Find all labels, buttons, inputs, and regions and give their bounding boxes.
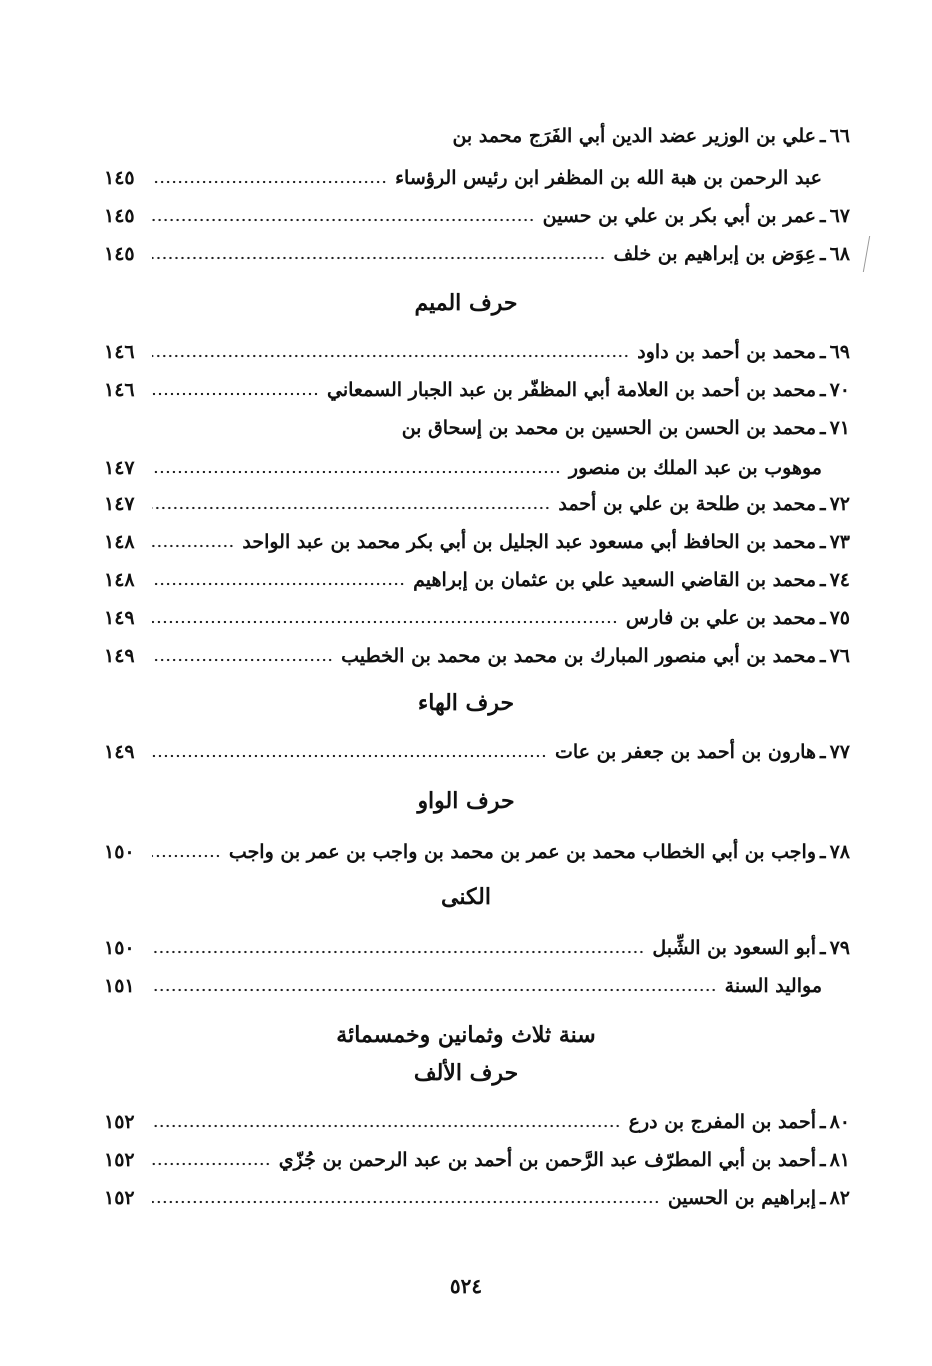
entry-page: ١٤٦: [104, 341, 135, 363]
section-heading-kuna: الكنى: [441, 884, 491, 910]
toc-entry: [104, 118, 850, 154]
entry-separator: ـ: [820, 607, 826, 629]
entry-number: ٧٢: [829, 493, 850, 515]
entry-number: ٧١: [829, 417, 850, 439]
entry-page: ١٤٨: [104, 569, 135, 591]
entry-title: واجب بن أبي الخطاب محمد بن عمر بن محمد بن واجب بن عمر بن واجب: [228, 841, 816, 863]
entry-page: ١٥٠: [104, 841, 135, 863]
entry-number: ٧٦: [829, 645, 850, 667]
entry-number: ٧٥: [829, 607, 850, 629]
entry-title: إبراهيم بن الحسين: [667, 1187, 816, 1209]
entry-page: ١٤٥: [104, 205, 135, 227]
toc-entry: [104, 638, 850, 674]
toc-entry-continuation: [104, 160, 850, 196]
section-heading-alif: حرف الألف: [413, 1060, 519, 1086]
entry-separator: ـ: [820, 1149, 826, 1171]
entry-title: محمد بن أبي منصور المبارك بن محمد بن محمد بن الخطيب: [341, 645, 816, 667]
entry-page: ١٥٢: [104, 1149, 135, 1171]
entry-title: موهوب بن عبد الملك بن منصور: [568, 457, 822, 479]
section-heading-waw: حرف الواو: [417, 788, 515, 814]
entry-title: أحمد بن أبي المطرّف عبد الرَّحمن بن أحمد بن عبد الرحمن بن جُزّي: [278, 1149, 816, 1171]
entry-page: ١٥٢: [104, 1111, 135, 1133]
entry-title: محمد بن الحافظ أبي مسعود عبد الجليل بن أبي بكر محمد بن عبد الواحد: [242, 531, 816, 553]
dot-leader: [152, 503, 550, 513]
entry-page: ١٤٥: [104, 167, 135, 189]
toc-entry: [104, 600, 850, 636]
dot-leader: [152, 541, 234, 551]
entry-page: ١٤٩: [104, 645, 135, 667]
entry-separator: ـ: [820, 341, 826, 363]
entry-number: ٦٨: [829, 243, 850, 265]
toc-entry: [104, 1142, 850, 1178]
entry-title: محمد بن أحمد بن داود: [637, 341, 816, 363]
section-heading-ha: حرف الهاء: [417, 690, 515, 716]
dot-leader: [152, 579, 405, 589]
entry-number: ٧٩: [829, 937, 850, 959]
toc-entry: [104, 410, 850, 446]
entry-title: أحمد بن المفرج بن درع: [628, 1111, 816, 1133]
entry-page: ١٤٨: [104, 531, 135, 553]
dot-leader: [152, 751, 547, 761]
entry-number: ٨٠: [829, 1111, 850, 1133]
entry-title: عبد الرحمن بن هبة الله بن المظفر ابن رئيس الرؤساء: [395, 167, 822, 189]
toc-entry-continuation: [104, 450, 850, 486]
entry-separator: ـ: [820, 417, 826, 439]
entry-page: ١٤٧: [104, 457, 135, 479]
dot-leader: [152, 947, 644, 957]
year-heading: سنة ثلاث وثمانين وخمسمائة: [336, 1022, 596, 1048]
toc-entry: [104, 1104, 850, 1140]
entry-number: ٧٠: [829, 379, 850, 401]
entry-separator: ـ: [820, 1187, 826, 1209]
toc-entry: [104, 562, 850, 598]
toc-entry: [104, 486, 850, 522]
entry-page: ١٤٦: [104, 379, 135, 401]
entry-title: محمد بن طلحة بن علي بن أحمد: [558, 493, 816, 515]
toc-entry: [104, 930, 850, 966]
entry-number: ٨١: [829, 1149, 850, 1171]
entry-title: محمد بن الحسن بن الحسين بن محمد بن إسحاق بن: [401, 417, 816, 439]
entry-title: مواليد السنة: [724, 975, 822, 997]
toc-entry: [104, 1180, 850, 1216]
dot-leader: [152, 1197, 660, 1207]
toc-entry: [104, 834, 850, 870]
entry-page: ١٤٩: [104, 741, 135, 763]
entry-number: ٦٧: [829, 205, 850, 227]
toc-entry: [104, 372, 850, 408]
entry-separator: ـ: [820, 937, 826, 959]
entry-number: ٦٦: [829, 125, 850, 147]
section-heading-mim: حرف الميم: [414, 290, 518, 316]
entry-number: ٧٧: [829, 741, 850, 763]
dot-leader: [152, 985, 717, 995]
entry-separator: ـ: [820, 125, 826, 147]
entry-page: ١٥٠: [104, 937, 135, 959]
entry-title: هارون بن أحمد بن جعفر بن عات: [554, 741, 816, 763]
entry-number: ٦٩: [829, 341, 850, 363]
dot-leader: [152, 389, 319, 399]
entry-separator: ـ: [820, 1111, 826, 1133]
entry-page: ١٤٥: [104, 243, 135, 265]
entry-page: ١٥١: [104, 975, 135, 997]
entry-separator: ـ: [820, 841, 826, 863]
entry-page: ١٤٧: [104, 493, 135, 515]
entry-page: ١٤٩: [104, 607, 135, 629]
entry-separator: ـ: [820, 493, 826, 515]
dot-leader: [152, 1121, 621, 1131]
toc-entry: [104, 236, 850, 272]
toc-entry-continuation: [104, 968, 850, 1004]
dot-leader: [152, 655, 333, 665]
entry-separator: ـ: [820, 205, 826, 227]
dot-leader: [152, 351, 629, 361]
toc-entry: [104, 524, 850, 560]
page-number: ٥٢٤: [449, 1274, 483, 1298]
dot-leader: [152, 177, 387, 187]
toc-entry: [104, 334, 850, 370]
dot-leader: [152, 1159, 271, 1169]
entry-title: محمد بن علي بن فارس: [625, 607, 816, 629]
toc-entry: [104, 734, 850, 770]
entry-separator: ـ: [820, 645, 826, 667]
entry-page: ١٥٢: [104, 1187, 135, 1209]
entry-separator: ـ: [820, 379, 826, 401]
margin-mark: [855, 236, 870, 272]
entry-title: أبو السعود بن الشِّبل: [652, 937, 816, 959]
entry-number: ٨٢: [829, 1187, 850, 1209]
entry-separator: ـ: [820, 243, 826, 265]
entry-number: ٧٤: [829, 569, 850, 591]
entry-number: ٧٣: [829, 531, 850, 553]
toc-entry: [104, 198, 850, 234]
entry-title: عِوَض بن إبراهيم بن خلف: [613, 243, 816, 265]
entry-title: محمد بن القاضي السعيد علي بن عثمان بن إبراهيم: [413, 569, 816, 591]
entry-title: محمد بن أحمد بن العلامة أبي المظفّر بن عبد الجبار السمعاني: [326, 379, 816, 401]
entry-separator: ـ: [820, 741, 826, 763]
entry-separator: ـ: [820, 531, 826, 553]
entry-title: علي بن الوزير عضد الدين أبي الفَرَج محمد بن: [452, 125, 816, 147]
dot-leader: [152, 617, 618, 627]
entry-separator: ـ: [820, 569, 826, 591]
entry-number: ٧٨: [829, 841, 850, 863]
dot-leader: [152, 215, 535, 225]
entry-title: عمر بن أبي بكر بن علي بن حسين: [542, 205, 816, 227]
dot-leader: [152, 253, 605, 263]
dot-leader: [152, 467, 561, 477]
dot-leader: [152, 851, 221, 861]
